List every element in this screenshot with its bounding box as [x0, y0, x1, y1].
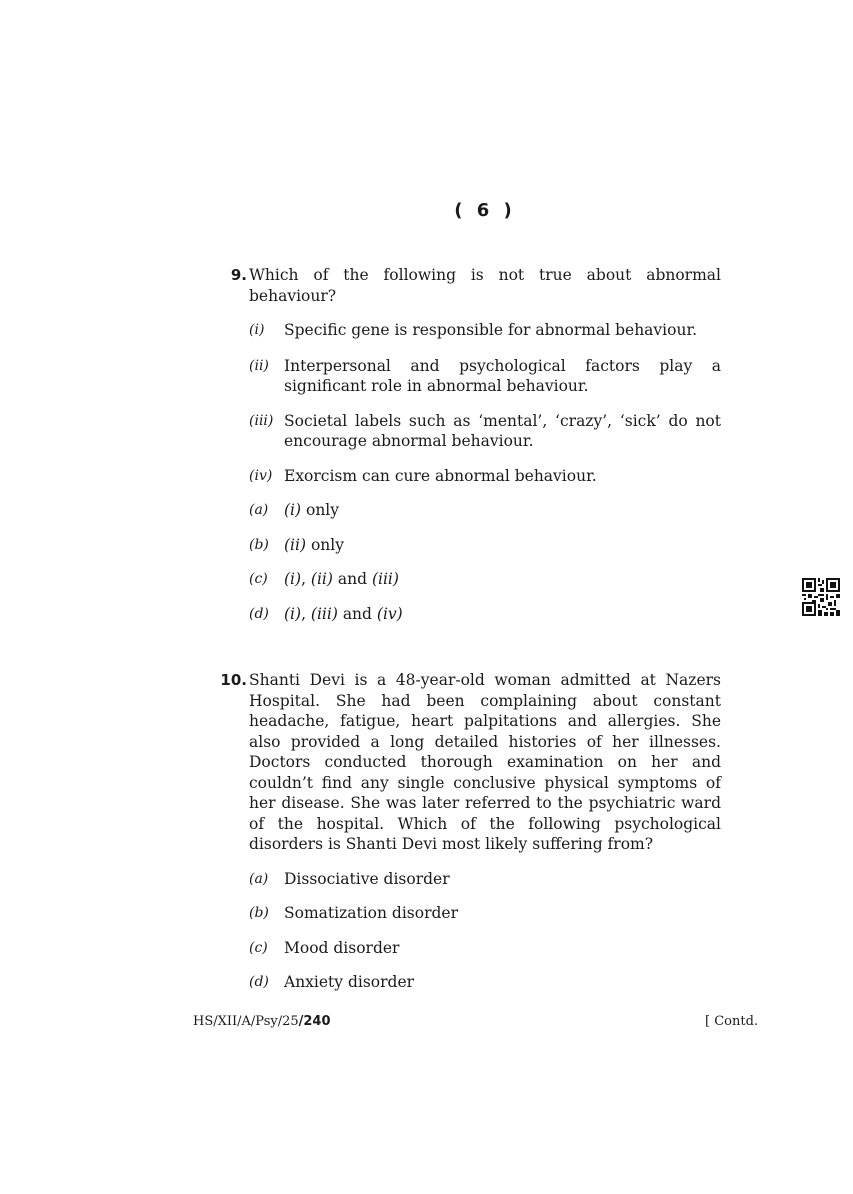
statement-item [249, 466, 721, 487]
option-list [249, 500, 721, 624]
option-a [249, 500, 721, 521]
paper-code-number: /240 [298, 1014, 331, 1029]
option-b [249, 535, 721, 556]
option-text: only [301, 501, 340, 519]
continued-marker: [ Contd. [705, 1014, 759, 1029]
option-label: (b) [249, 536, 269, 553]
statement-label: (iii) [249, 412, 274, 429]
roman-ref: (iv) [376, 604, 403, 623]
question-text: Shanti Devi is a 48-year-old woman admitted at Nazers Hospital. She had been complaining about constant headache, fatigue, heart palpitations and allergies. She also provided a long detailed histories of her illnesses. Doctors conducted thorough examination on her and couldn’t find any single conclusive physical symptoms of her disease. She was later referred to the psychiatric ward of the hospital. Which of the following psychological disorders is Shanti Devi most likely suffering from? [249, 671, 721, 853]
option-label: (c) [249, 939, 268, 956]
option-text: and [332, 570, 372, 588]
option-d [249, 604, 721, 625]
statement-label: (ii) [249, 357, 269, 374]
option-label: (d) [249, 974, 269, 990]
option-text: and [337, 604, 377, 623]
option-text: Dissociative disorder [284, 869, 450, 888]
question-text: Which of the following is not true about abnormal behaviour? [249, 266, 721, 305]
paper-code [193, 1014, 331, 1029]
paper-code-prefix: HS/XII/A/Psy/25 [193, 1014, 299, 1029]
statement-item [249, 320, 721, 341]
option-label: (d) [249, 605, 269, 622]
roman-ref: (ii) [310, 570, 333, 588]
roman-ref: (ii) [284, 535, 307, 554]
statement-text: Societal labels such as ‘mental’, ‘crazy’, ‘sick’ do not encourage abnormal behaviour. [284, 411, 721, 450]
option-label: (a) [249, 870, 269, 887]
statement-text: Interpersonal and psychological factors play a significant role in abnormal behaviour. [284, 356, 721, 395]
statement-list [249, 320, 721, 486]
option-d [249, 972, 721, 993]
statement-text: Exorcism can cure abnormal behaviour. [284, 466, 597, 485]
option-c [249, 569, 721, 590]
statement-label: (iv) [249, 467, 273, 484]
option-c [249, 938, 721, 959]
option-text: Mood disorder [284, 938, 400, 957]
option-text: , [301, 570, 311, 588]
question-10 [220, 670, 721, 993]
roman-ref: (i) [284, 501, 302, 519]
option-a [249, 869, 721, 890]
question-number: 10. [220, 671, 247, 689]
option-text: only [306, 535, 344, 554]
option-list [249, 869, 721, 993]
roman-ref: (i) [284, 570, 302, 588]
option-text: Somatization disorder [284, 904, 458, 922]
roman-ref: (iii) [371, 570, 399, 588]
option-label: (c) [249, 571, 268, 587]
statement-item [249, 356, 721, 397]
option-text: Anxiety disorder [284, 973, 415, 991]
roman-ref: (i) [284, 604, 302, 623]
option-label: (a) [249, 502, 269, 518]
question-number: 9. [230, 266, 247, 284]
option-text: , [301, 604, 311, 623]
statement-text: Specific gene is responsible for abnormal behaviour. [284, 321, 698, 339]
option-label: (b) [249, 905, 269, 921]
statement-item [249, 411, 721, 452]
page-number: ( 6 ) [454, 200, 516, 221]
option-b [249, 903, 721, 924]
qr-code-icon [802, 578, 840, 616]
statement-label: (i) [249, 322, 265, 338]
question-9 [230, 265, 721, 624]
roman-ref: (iii) [310, 604, 338, 623]
